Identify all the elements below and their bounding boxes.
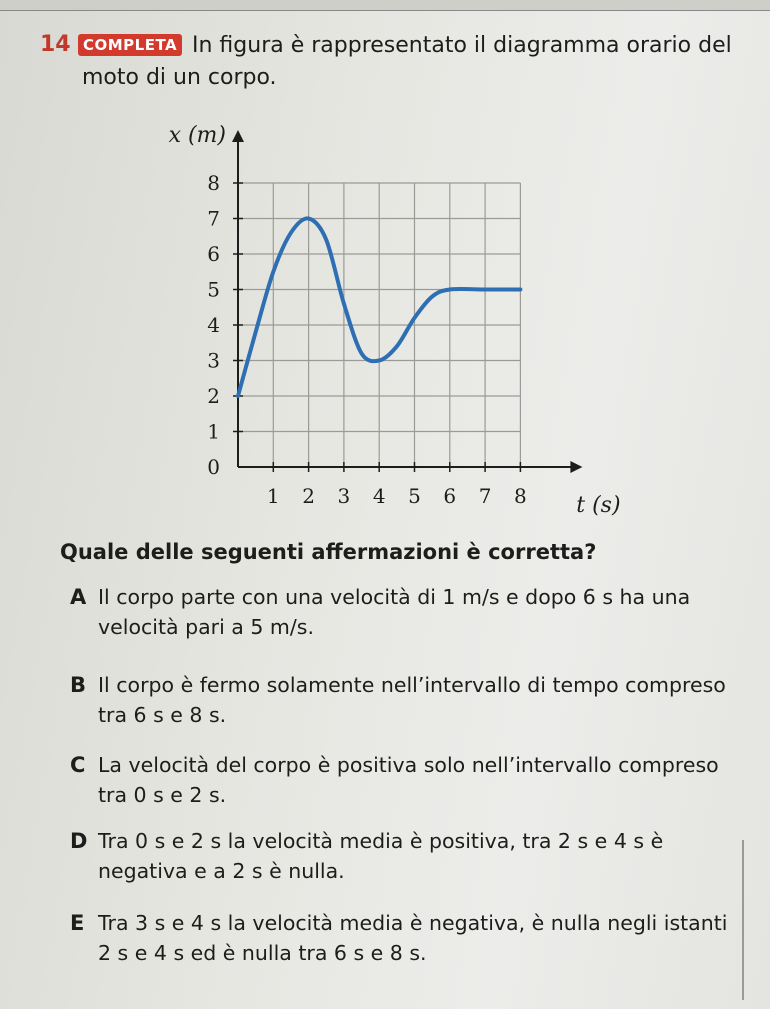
x-axis-arrow <box>570 461 582 473</box>
exercise-number: 14 <box>40 32 71 57</box>
y-tick-label: 8 <box>207 171 220 195</box>
option-d-text: Tra 0 s e 2 s la velocità media è positiva, tra 2 s e 4 s è negativa e a 2 s è nulla. <box>98 829 664 883</box>
y-tick-label: 0 <box>207 455 220 479</box>
y-tick-label: 2 <box>207 384 220 408</box>
x-tick-label: 2 <box>302 484 315 508</box>
position-time-chart <box>150 120 650 530</box>
x-tick-label: 5 <box>408 484 421 508</box>
y-tick-label: 3 <box>207 348 220 373</box>
y-axis-label: x (m) <box>168 123 226 148</box>
x-tick-label: 4 <box>372 484 386 508</box>
exercise-intro: In figura è rappresentato il diagramma orario del moto di un corpo. <box>82 33 732 90</box>
option-c[interactable] <box>70 750 730 810</box>
y-axis-arrow <box>232 130 244 142</box>
x-axis-label: t (s) <box>576 493 621 518</box>
option-d-letter: D <box>70 829 88 853</box>
y-tick-label: 5 <box>207 277 220 302</box>
option-d[interactable] <box>70 826 730 886</box>
x-tick-label: 7 <box>478 484 492 508</box>
x-tick-label: 8 <box>514 484 527 508</box>
x-tick-label: 6 <box>443 484 457 508</box>
option-b[interactable] <box>70 670 730 730</box>
y-tick-label: 6 <box>207 242 220 266</box>
y-tick-label: 4 <box>207 313 220 337</box>
option-c-letter: C <box>70 753 86 777</box>
option-b-text: Il corpo è fermo solamente nell’intervallo di tempo compreso tra 6 s e 8 s. <box>98 673 726 727</box>
y-tick-label: 1 <box>207 419 220 444</box>
x-tick-label: 3 <box>337 484 351 508</box>
option-a-text: Il corpo parte con una velocità di 1 m/s e dopo 6 s ha una velocità pari a 5 m/s. <box>98 585 691 639</box>
option-e[interactable] <box>70 908 730 968</box>
page-top-edge <box>0 0 770 11</box>
page-margin-line <box>742 840 744 1000</box>
option-a[interactable] <box>70 582 730 642</box>
y-tick-label: 7 <box>207 206 220 231</box>
x-tick-label: 1 <box>266 484 280 508</box>
option-e-letter: E <box>70 911 85 935</box>
completa-badge: COMPLETA <box>78 34 182 56</box>
option-e-text: Tra 3 s e 4 s la velocità media è negativa, è nulla negli istanti 2 s e 4 s ed è nulla tra 6 s e 8 s. <box>98 911 728 965</box>
option-a-letter: A <box>70 585 87 609</box>
question-text: Quale delle seguenti affermazioni è corretta? <box>60 540 597 564</box>
option-c-text: La velocità del corpo è positiva solo nell’intervallo compreso tra 0 s e 2 s. <box>98 753 719 807</box>
option-b-letter: B <box>70 673 87 697</box>
